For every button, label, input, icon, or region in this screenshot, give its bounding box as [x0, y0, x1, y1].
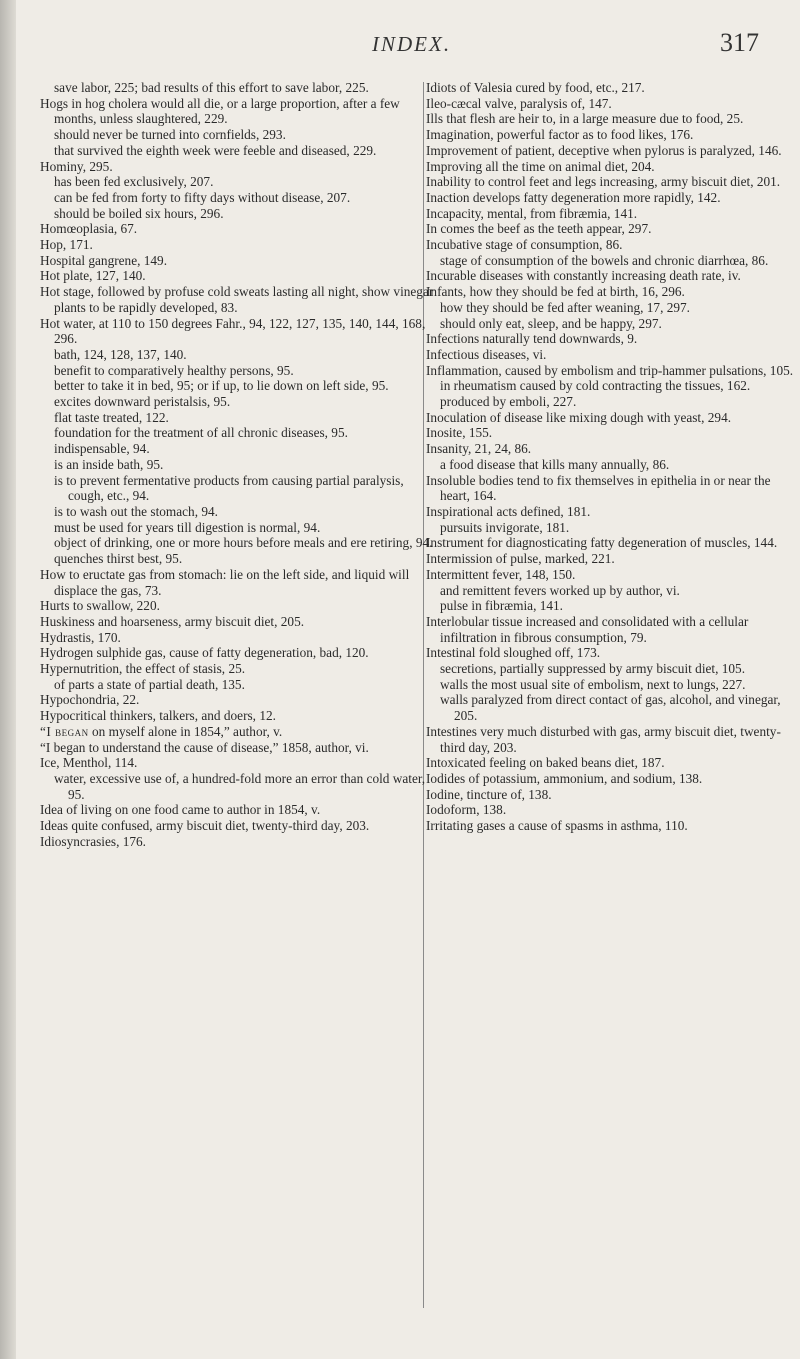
entry-text: of parts a state of partial death, 135. [54, 676, 245, 692]
index-subentry [426, 300, 800, 316]
index-subentry [40, 127, 434, 143]
entry-text: Intoxicated feeling on baked beans diet, 187. [426, 755, 665, 771]
index-subentry [426, 520, 800, 536]
entry-text: must be used for years till digestion is normal, 94. [54, 519, 321, 535]
entry-text: stage of consumption of the bowels and chronic diarrhœa, 86. [440, 252, 769, 268]
entry-text: Hot stage, followed by profuse cold sweats lasting all night, show vinegar plants to be rapidly developed, 83. [40, 284, 434, 315]
entry-text: indispensable, 94. [54, 441, 150, 457]
index-entry [40, 724, 434, 740]
entry-text: pulse in fibræmia, 141. [440, 598, 563, 614]
entry-text: better to take it in bed, 95; or if up, to lie down on left side, 95. [54, 378, 389, 394]
entry-text: Homœoplasia, 67. [40, 221, 138, 237]
entry-text: Hypocritical thinkers, talkers, and doers, 12. [40, 708, 276, 724]
index-entry [40, 661, 434, 677]
entry-text: Idiosyncrasies, 176. [40, 833, 146, 849]
index-subentry [40, 535, 434, 551]
entry-text: excites downward peristalsis, 95. [54, 394, 231, 410]
index-entry [426, 535, 800, 551]
entry-text: Inflammation, caused by embolism and trip-hammer pulsations, 105. [426, 362, 794, 378]
entry-text: Ileo-cæcal valve, paralysis of, 147. [426, 95, 612, 111]
entry-text: Hurts to swallow, 220. [40, 598, 160, 614]
entry-text: flat taste treated, 122. [54, 409, 169, 425]
index-subentry [426, 378, 800, 394]
entry-text: Inaction develops fatty degeneration more rapidly, 142. [426, 189, 721, 205]
entry-text: Hypochondria, 22. [40, 692, 140, 708]
entry-text: Intestinal fold sloughed off, 173. [426, 645, 601, 661]
entry-text: Incubative stage of consumption, 86. [426, 237, 623, 253]
entry-text: “I began to understand the cause of disease,” 1858, author, vi. [40, 739, 369, 755]
entry-text: Intermittent fever, 148, 150. [426, 566, 576, 582]
index-entry [40, 755, 434, 771]
entry-text: is to wash out the stomach, 94. [54, 503, 218, 519]
index-entry [40, 614, 434, 630]
entry-text: Incapacity, mental, from fibræmia, 141. [426, 205, 638, 221]
entry-text: In comes the beef as the teeth appear, 297. [426, 221, 652, 237]
entry-text: on myself alone in 1854,” author, v. [88, 723, 283, 739]
index-subentry [40, 441, 434, 457]
index-subentry [40, 347, 434, 363]
entry-text: benefit to comparatively healthy persons, 95. [54, 362, 294, 378]
index-subentry [40, 425, 434, 441]
entry-text: Idiots of Valesia cured by food, etc., 217. [426, 80, 645, 95]
index-subentry [40, 473, 434, 504]
entry-text: should never be turned into cornfields, 293. [54, 127, 286, 143]
index-entry [426, 425, 800, 441]
entry-text: Inoculation of disease like mixing dough with yeast, 294. [426, 409, 732, 425]
entry-text: Infectious diseases, vi. [426, 346, 547, 362]
entry-text: Interlobular tissue increased and consolidated with a cellular infiltration in fibrous consumption, 79. [426, 613, 749, 645]
entry-text: Hogs in hog cholera would all die, or a large proportion, after a few months, unless slaughtered, 229. [40, 95, 400, 127]
entry-text: quenches thirst best, 95. [54, 551, 183, 567]
index-subentry [40, 80, 434, 96]
entry-text: Insoluble bodies tend to fix themselves in epithelia in or near the heart, 164. [426, 472, 771, 504]
entry-text: can be fed from forty to fifty days without disease, 207. [54, 189, 351, 205]
entry-text: save labor, 225; bad results of this effort to save labor, 225. [54, 80, 369, 95]
index-entry [40, 630, 434, 646]
index-entry [40, 253, 434, 269]
entry-text: and remittent fevers worked up by author, vi. [440, 582, 680, 598]
entry-text: pursuits invigorate, 181. [440, 519, 570, 535]
entry-text: object of drinking, one or more hours before meals and ere retiring, 94. [54, 535, 433, 551]
index-entry [426, 410, 800, 426]
index-entry [40, 598, 434, 614]
entry-text: Iodides of potassium, ammonium, and sodium, 138. [426, 770, 703, 786]
entry-text: Inspirational acts defined, 181. [426, 503, 591, 519]
entry-text: Hydrastis, 170. [40, 629, 121, 645]
index-entry [426, 331, 800, 347]
entry-text: Intermission of pulse, marked, 221. [426, 551, 615, 567]
index-entry [40, 96, 434, 127]
entry-text: a food disease that kills many annually, 86. [440, 456, 670, 472]
entry-text: How to eructate gas from stomach: lie on the left side, and liquid will displace the gas, 73. [40, 566, 410, 598]
index-entry [40, 159, 434, 175]
index-entry [426, 221, 800, 237]
index-subentry [426, 457, 800, 473]
entry-text: Improving all the time on animal diet, 204. [426, 158, 655, 174]
entry-text: Incurable diseases with constantly increasing death rate, iv. [426, 268, 741, 284]
index-entry [40, 740, 434, 756]
index-subentry [40, 174, 434, 190]
entry-text: Ideas quite confused, army biscuit diet, twenty-third day, 203. [40, 818, 370, 834]
index-entry [426, 614, 800, 645]
index-entry [426, 347, 800, 363]
entry-text: has been fed exclusively, 207. [54, 174, 214, 190]
index-entry [426, 441, 800, 457]
index-subentry [426, 598, 800, 614]
index-subentry [40, 771, 434, 802]
entry-text: Hop, 171. [40, 237, 93, 253]
index-entry [426, 159, 800, 175]
index-entry [426, 724, 800, 755]
entry-text: should only eat, sleep, and be happy, 297. [440, 315, 662, 331]
index-subentry [40, 410, 434, 426]
entry-text: produced by emboli, 227. [440, 394, 577, 410]
index-subentry [40, 378, 434, 394]
entry-lead-smallcaps: “I began [40, 723, 89, 739]
index-entry [40, 237, 434, 253]
entry-text: Ice, Menthol, 114. [40, 755, 138, 771]
entry-text: Iodoform, 138. [426, 802, 507, 818]
index-subentry [426, 253, 800, 269]
entry-text: Hot water, at 110 to 150 degrees Fahr., 94, 122, 127, 135, 140, 144, 168, 296. [40, 315, 426, 347]
index-entry [426, 80, 800, 96]
index-entry [426, 237, 800, 253]
index-subentry [40, 143, 434, 159]
entry-text: Idea of living on one food came to author in 1854, v. [40, 802, 321, 818]
book-page [16, 0, 800, 1359]
index-subentry [40, 551, 434, 567]
index-subentry [40, 520, 434, 536]
index-entry [40, 692, 434, 708]
entry-text: is an inside bath, 95. [54, 456, 164, 472]
entry-text: that survived the eighth week were feeble and diseased, 229. [54, 142, 377, 158]
entry-text: Intestines very much disturbed with gas, army biscuit diet, twenty-third day, 203. [426, 723, 781, 755]
index-entry [40, 268, 434, 284]
index-subentry [40, 206, 434, 222]
entry-text: Inability to control feet and legs increasing, army biscuit diet, 201. [426, 174, 781, 190]
entry-text: how they should be fed after weaning, 17, 297. [440, 299, 690, 315]
page-number: 317 [720, 28, 759, 57]
entry-text: Hydrogen sulphide gas, cause of fatty degeneration, bad, 120. [40, 645, 369, 661]
entry-text: Hospital gangrene, 149. [40, 252, 168, 268]
index-subentry [40, 190, 434, 206]
entry-text: Improvement of patient, deceptive when pylorus is paralyzed, 146. [426, 142, 782, 158]
index-entry [426, 143, 800, 159]
entry-text: secretions, partially suppressed by army biscuit diet, 105. [440, 661, 746, 677]
index-entry [40, 316, 434, 347]
index-entry [426, 473, 800, 504]
index-entry [426, 206, 800, 222]
index-entry [40, 802, 434, 818]
entry-text: Imagination, powerful factor as to food likes, 176. [426, 127, 694, 143]
index-entry [40, 818, 434, 834]
entry-text: Insanity, 21, 24, 86. [426, 441, 532, 457]
index-subentry [426, 394, 800, 410]
index-entry [426, 284, 800, 300]
entry-text: Iodine, tincture of, 138. [426, 786, 552, 802]
index-entry [426, 755, 800, 771]
index-entry [426, 190, 800, 206]
index-entry [40, 221, 434, 237]
page-header [16, 28, 800, 64]
entry-text: bath, 124, 128, 137, 140. [54, 346, 187, 362]
index-subentry [426, 583, 800, 599]
index-entry [426, 268, 800, 284]
index-entry [426, 787, 800, 803]
entry-text: Irritating gases a cause of spasms in asthma, 110. [426, 818, 688, 834]
entry-text: Infections naturally tend downwards, 9. [426, 331, 638, 347]
page-edge-shadow [0, 0, 16, 1359]
index-entry [426, 127, 800, 143]
index-entry [426, 111, 800, 127]
index-entry [426, 818, 800, 834]
index-entry [40, 834, 434, 850]
index-entry [426, 771, 800, 787]
entry-text: Hominy, 295. [40, 158, 113, 174]
index-subentry [426, 692, 800, 723]
running-title: INDEX. [372, 32, 452, 56]
index-entry [426, 174, 800, 190]
index-entry [426, 802, 800, 818]
index-subentry [426, 661, 800, 677]
entry-text: Infants, how they should be fed at birth, 16, 296. [426, 284, 685, 300]
index-subentry [40, 457, 434, 473]
entry-text: walls paralyzed from direct contact of gas, alcohol, and vinegar, 205. [440, 692, 781, 724]
entry-text: Ills that flesh are heir to, in a large measure due to food, 25. [426, 111, 744, 127]
index-entry [40, 284, 434, 315]
index-entry [426, 551, 800, 567]
index-entry [426, 96, 800, 112]
entry-text: Huskiness and hoarseness, army biscuit diet, 205. [40, 613, 305, 629]
index-entry [426, 504, 800, 520]
entry-text: Instrument for diagnosticating fatty degeneration of muscles, 144. [426, 535, 778, 551]
entry-text: Hot plate, 127, 140. [40, 268, 146, 284]
index-column-left [40, 80, 434, 849]
index-entry [40, 567, 434, 598]
entry-text: Inosite, 155. [426, 425, 493, 441]
index-entry [40, 708, 434, 724]
entry-text: walls the most usual site of embolism, next to lungs, 227. [440, 676, 746, 692]
entry-text: should be boiled six hours, 296. [54, 205, 224, 221]
entry-text: foundation for the treatment of all chronic diseases, 95. [54, 425, 348, 441]
index-column-right [426, 80, 800, 834]
index-subentry [40, 363, 434, 379]
entry-text: is to prevent fermentative products from causing partial paralysis, cough, etc., 94. [54, 472, 404, 504]
index-entry [40, 645, 434, 661]
index-subentry [40, 394, 434, 410]
index-subentry [40, 504, 434, 520]
index-entry [426, 363, 800, 379]
index-entry [426, 645, 800, 661]
index-subentry [40, 677, 434, 693]
entry-text: water, excessive use of, a hundred-fold more an error than cold water, 95. [54, 770, 426, 802]
index-subentry [426, 677, 800, 693]
index-subentry [426, 316, 800, 332]
index-entry [426, 567, 800, 583]
entry-text: in rheumatism caused by cold contracting the tissues, 162. [440, 378, 751, 394]
entry-text: Hypernutrition, the effect of stasis, 25. [40, 661, 246, 677]
